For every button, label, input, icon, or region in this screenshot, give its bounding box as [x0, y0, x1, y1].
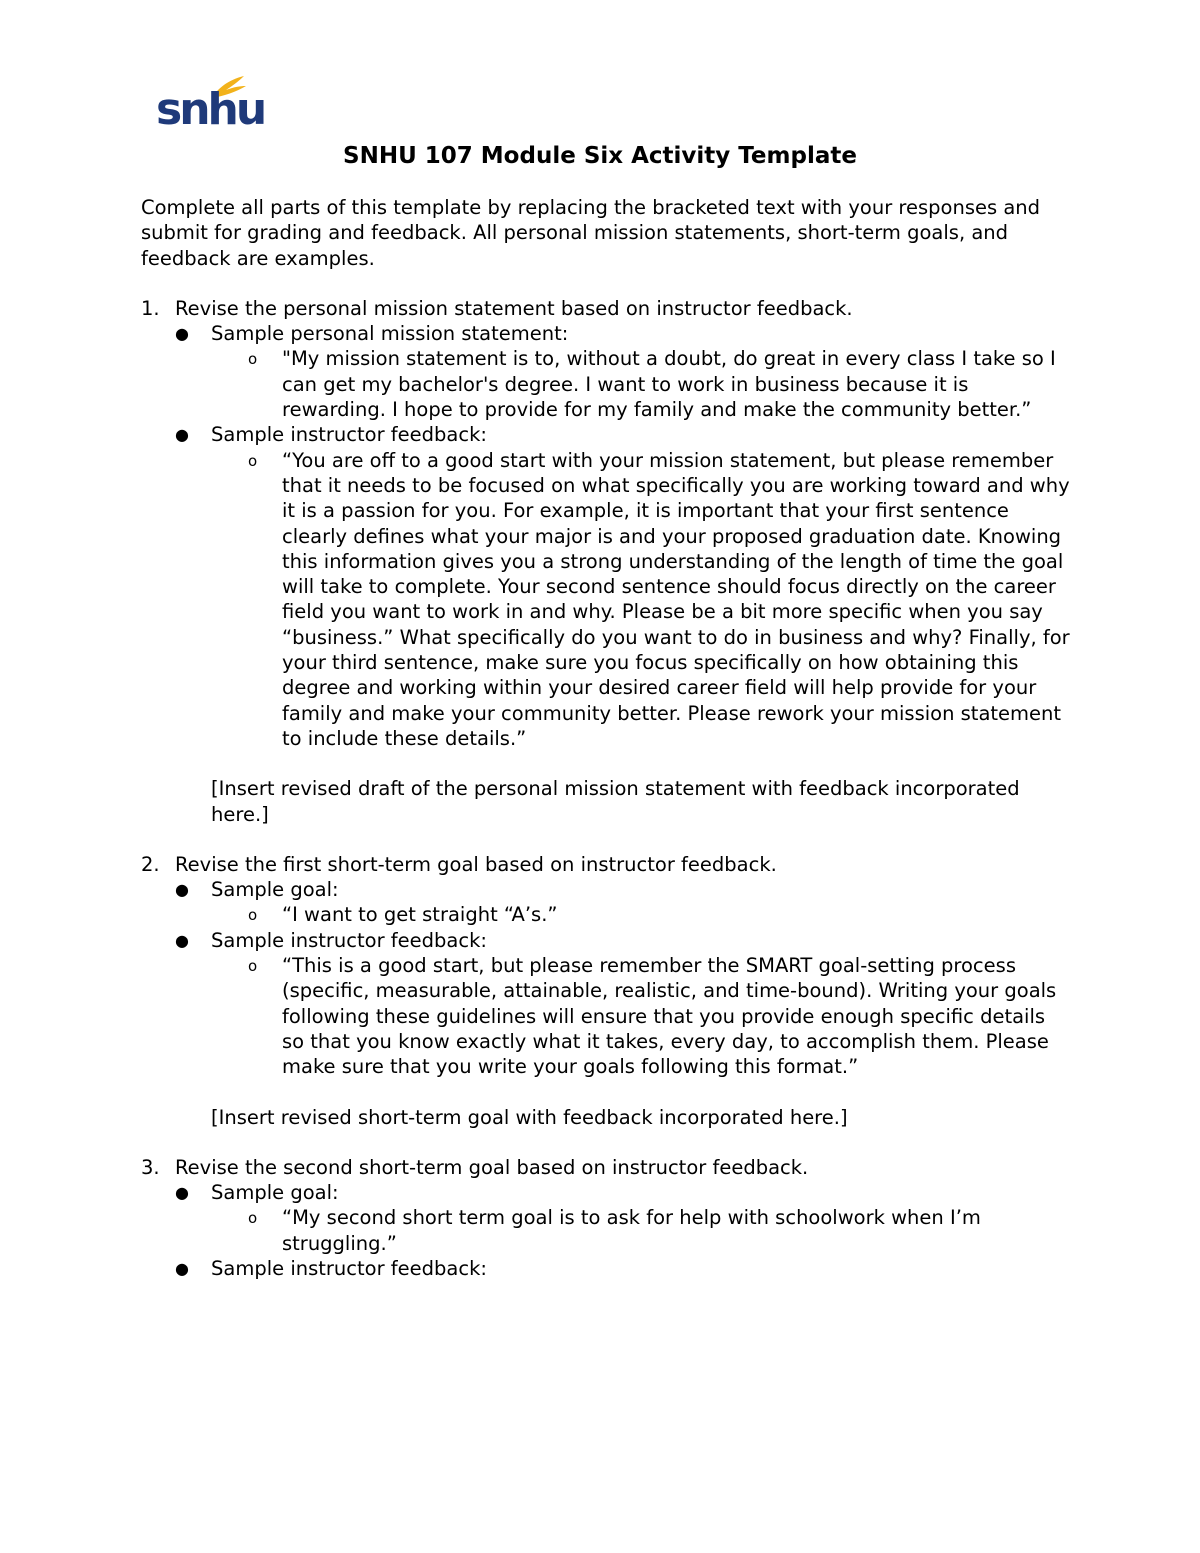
circle-marker-icon: o — [248, 906, 258, 925]
bullet-item — [141, 1256, 1071, 1281]
sub-item-text: "My mission statement is to, without a doubt, do great in every class I take so I can get my bachelor's degree. I want to work in business because it is rewarding. I hope to provide for my family and make the community better.” — [282, 347, 1056, 422]
insert-placeholder[interactable]: [Insert revised draft of the personal mission statement with feedback incorporated here.] — [211, 777, 1020, 826]
sub-item — [141, 902, 1071, 927]
section-3 — [141, 1155, 1071, 1281]
document-body — [141, 195, 1071, 1281]
bullet-label: Sample instructor feedback: — [211, 423, 487, 447]
circle-marker-icon: o — [248, 350, 258, 369]
section-number: 2. — [141, 852, 160, 876]
circle-marker-icon: o — [248, 1209, 258, 1228]
circle-marker-icon: o — [248, 451, 258, 470]
sub-item — [141, 953, 1071, 1079]
sub-item-text: “My second short term goal is to ask for help with schoolwork when I’m struggling.” — [282, 1206, 981, 1255]
section-heading — [141, 296, 1071, 321]
bullet-icon: ● — [175, 930, 189, 950]
section-heading-text: Revise the personal mission statement based on instructor feedback. — [175, 296, 853, 320]
bullet-label: Sample goal: — [211, 878, 339, 902]
bullet-item — [141, 1180, 1071, 1205]
sub-item — [141, 346, 1071, 422]
bullet-label: Sample goal: — [211, 1181, 339, 1205]
section-number: 1. — [141, 296, 160, 320]
insert-placeholder[interactable]: [Insert revised short-term goal with feedback incorporated here.] — [211, 1105, 848, 1129]
sub-item — [141, 448, 1071, 752]
bullet-icon: ● — [175, 324, 189, 344]
bullet-item — [141, 928, 1071, 953]
sub-item-text: “This is a good start, but please remember the SMART goal-setting process (specific, measurable, attainable, realistic, and time-bound). Writing your goals following these guidelines will ensure that you provide enough specific details so that you know exactly what it takes, every day, to accomplish them. Please make sure that you write your goals following this format.” — [282, 954, 1057, 1079]
section-1 — [141, 296, 1071, 827]
circle-marker-icon: o — [248, 957, 258, 976]
bullet-item — [141, 877, 1071, 902]
bullet-label: Sample instructor feedback: — [211, 1256, 487, 1280]
section-heading-text: Revise the second short-term goal based on instructor feedback. — [175, 1155, 809, 1179]
section-number: 3. — [141, 1155, 160, 1179]
bullet-label: Sample instructor feedback: — [211, 928, 487, 952]
bullet-icon: ● — [175, 1183, 189, 1203]
snhu-logo — [156, 74, 265, 135]
document-title: SNHU 107 Module Six Activity Template — [343, 143, 857, 169]
section-heading-text: Revise the first short-term goal based on instructor feedback. — [175, 852, 777, 876]
bullet-item — [141, 321, 1071, 346]
sub-item-text: “I want to get straight “A’s.” — [282, 903, 558, 927]
bullet-label: Sample personal mission statement: — [211, 322, 569, 346]
bullet-icon: ● — [175, 880, 189, 900]
intro-paragraph: Complete all parts of this template by replacing the bracketed text with your responses and submit for grading and feedback. All personal mission statements, short-term goals, and feedback are examples. — [141, 196, 1041, 270]
bullet-icon: ● — [175, 1258, 189, 1278]
bullet-icon: ● — [175, 425, 189, 445]
section-heading — [141, 1155, 1071, 1180]
sub-item-text: “You are off to a good start with your mission statement, but please remember that it needs to be focused on what specifically you are working toward and why it is a passion for you. For example, it is important that your first sentence clearly defines what your major is and your proposed graduation date. Knowing this information gives you a strong understanding of the length of time the goal will take to complete. Your second sentence should focus directly on the career field you want to work in and why. Please be a bit more specific when you say “business.” What specifically do you want to do in business and why? Finally, for your third sentence, make sure you focus specifically on how obtaining this degree and working within your desired career field will help provide for your family and make your community better. Please rework your mission statement to include these details.” — [282, 448, 1070, 750]
bullet-item — [141, 422, 1071, 447]
section-2 — [141, 852, 1071, 1130]
logo-wordmark: snhu — [156, 84, 265, 135]
sub-item — [141, 1205, 1071, 1256]
section-heading — [141, 852, 1071, 877]
